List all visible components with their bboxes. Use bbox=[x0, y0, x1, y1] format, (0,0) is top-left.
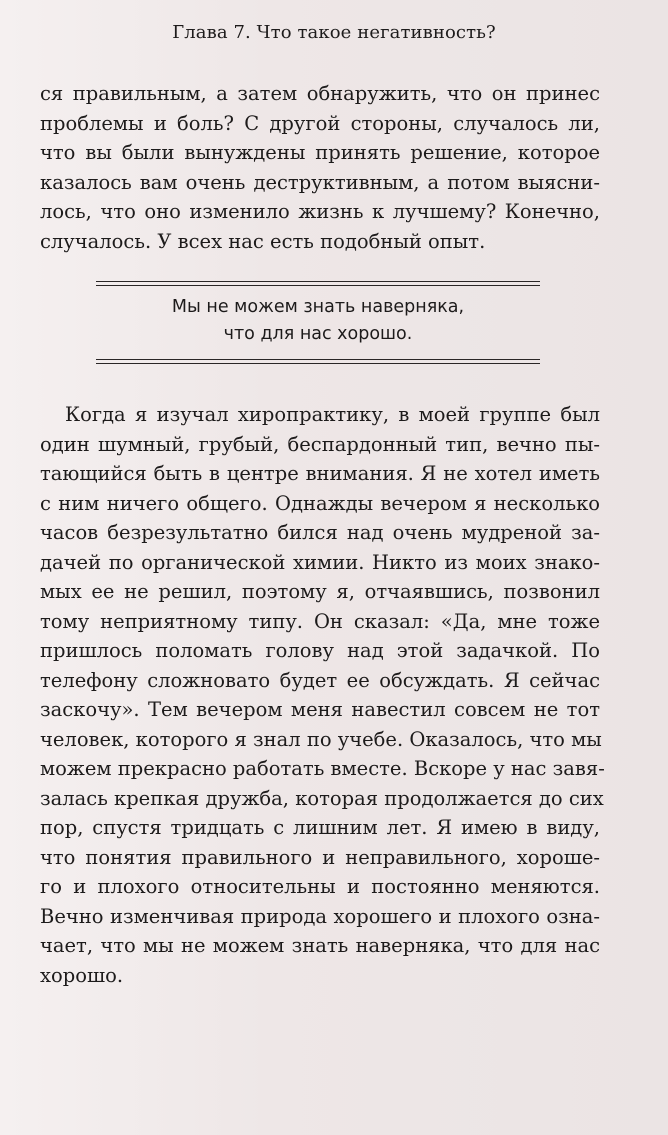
text-line: дачей по органической химии. Никто из моих знако- bbox=[40, 550, 600, 574]
text-line: человек, которого я знал по учебе. Оказалось, что мы bbox=[40, 727, 602, 751]
text-line: лось, что оно изменило жизнь к лучшему? Конечно, bbox=[40, 200, 600, 223]
text-line: что понятия правильного и неправильного, хороше- bbox=[40, 845, 600, 869]
text-line: Когда я изучал хиропрактику, в моей группе был bbox=[65, 403, 600, 426]
text-line: телефону сложновато будет ее обсуждать. Я сейчас bbox=[40, 668, 600, 692]
text-line: один шумный, грубый, беспардонный тип, вечно пы- bbox=[40, 432, 600, 456]
pullquote-bottom-rule bbox=[96, 359, 540, 364]
text-line: случалось. У всех нас есть подобный опыт. bbox=[40, 229, 486, 253]
text-line: можем прекрасно работать вместе. Вскоре у нас завя- bbox=[40, 757, 605, 780]
text-line: ся правильным, а затем обнаружить, что он принес bbox=[40, 82, 600, 105]
pullquote bbox=[96, 294, 540, 348]
running-header: Глава 7. Что такое негативность? bbox=[172, 22, 496, 43]
paragraph-1 bbox=[40, 79, 600, 256]
text-line: что вы были вынуждены принять решение, которое bbox=[40, 141, 600, 164]
text-line: пришлось поломать голову над этой задачкой. По bbox=[40, 639, 600, 662]
text-line: чает, что мы не можем знать наверняка, что для нас bbox=[40, 934, 600, 957]
text-line: часов безрезультатно бился над очень мудреной за- bbox=[40, 521, 600, 544]
text-line: тому неприятному типу. Он сказал: «Да, мне тоже bbox=[40, 609, 600, 633]
text-line: пор, спустя тридцать с лишним лет. Я имею в виду, bbox=[40, 816, 600, 839]
text-line: заскочу». Тем вечером меня навестил совсем не тот bbox=[40, 698, 600, 721]
text-line: го и плохого относительны и постоянно меняются. bbox=[40, 875, 600, 898]
text-line: с ним ничего общего. Однажды вечером я несколько bbox=[40, 491, 600, 515]
text-line: проблемы и боль? С другой стороны, случалось ли, bbox=[40, 111, 600, 135]
text-line: хорошо. bbox=[40, 963, 124, 987]
pullquote-line: Мы не можем знать наверняка, bbox=[171, 297, 465, 317]
pullquote-line: что для нас хорошо. bbox=[223, 324, 413, 344]
text-line: Вечно изменчивая природа хорошего и плохого озна- bbox=[40, 904, 600, 928]
paragraph-2 bbox=[40, 400, 605, 990]
text-line: мых ее не решил, поэтому я, отчаявшись, позвонил bbox=[40, 580, 600, 603]
text-line: залась крепкая дружба, которая продолжается до сих bbox=[40, 786, 604, 810]
text-line: казалось вам очень деструктивным, а потом выясни- bbox=[40, 170, 600, 194]
pullquote-top-rule bbox=[96, 281, 540, 286]
text-line: тающийся быть в центре внимания. Я не хотел иметь bbox=[40, 462, 600, 485]
